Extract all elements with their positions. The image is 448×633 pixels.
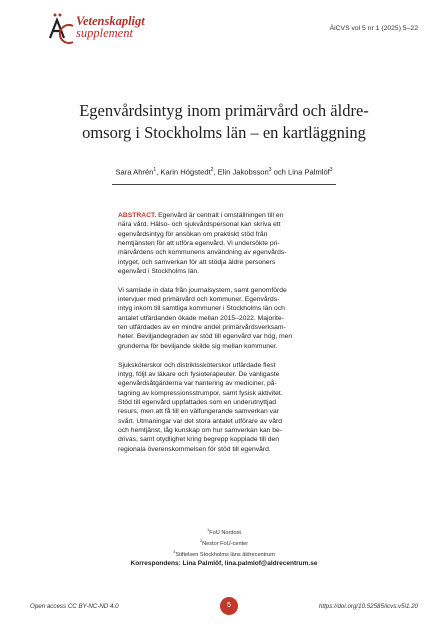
affiliation-number: 1 <box>207 527 210 532</box>
text-line: svårt. Utmaningar var det stora antalet utförare av vård <box>118 417 282 425</box>
text-line: heter. Beviljandegraden av stöd till egenvård var hög, men <box>118 333 293 341</box>
text-line: resurs, men att få till en välfungerande samverkan var <box>118 408 279 416</box>
text-line: intyg, följt av läkare och fysioterapeuter. De vanligaste <box>118 370 280 378</box>
logo-line1: Vetenskapligt <box>76 14 145 28</box>
abstract-label: ABSTRACT. <box>118 212 157 219</box>
affiliation-name: Nestor FoU-center <box>202 540 249 547</box>
text-line: tagning av kompressionsstrumpor, samt fysisk aktivitet. <box>118 389 283 397</box>
author-affiliation-mark: 3 <box>268 167 272 173</box>
text-line: egenvård i Stockholms län. <box>118 268 200 276</box>
text-line: intyg inkom till samtliga kommuner i Stockholms län och <box>118 305 285 313</box>
text-line: grunderna för beviljande skilde sig mellan kommuner. <box>118 342 278 350</box>
text-line: drivas, samt otydlighet kring begrepp kopplade till den <box>118 436 279 444</box>
journal-reference: ÄiCVS vol 5 nr 1 (2025) 5–22 <box>329 25 418 32</box>
text-line: egenvårdsåtgärderna var hantering av mediciner, på- <box>118 380 277 388</box>
text-line: Vi samlade in data från journalsystem, samt genomförde <box>118 286 287 294</box>
author-separator: , <box>156 167 161 177</box>
affiliation-number: 3 <box>173 548 176 554</box>
text-line: och hemtjänst, låg kunskap om hur samverkan kan be- <box>118 426 282 434</box>
affiliation <box>0 526 448 537</box>
affiliation <box>0 537 448 548</box>
text-line: ten utfärdades av en mindre andel primärvårdsverksam- <box>118 324 286 332</box>
text-line: Sjuksköterskor och distriktssköterskor utfärdade flest <box>118 361 276 369</box>
correspondence: Korrespondens: Lina Palmlöf, lina.palmlof@aldrecentrum.se <box>130 560 318 567</box>
affiliation <box>0 548 448 559</box>
affiliation-number: 2 <box>199 537 203 543</box>
abstract-paragraph-2 <box>118 286 334 351</box>
affiliation-name: FoU Nordost <box>209 529 241 536</box>
article-title <box>40 100 408 144</box>
logo-line2: supplement <box>76 26 133 40</box>
abstract-paragraph-3 <box>118 361 334 454</box>
license-text: Open access CC BY-NC-ND 4.0 <box>30 603 119 610</box>
affiliation-name: Stiftelsen Stockholms läns äldrecentrum <box>175 551 275 558</box>
author-separator: , <box>213 167 218 177</box>
author: Karin Högstedt <box>160 167 211 177</box>
abstract-paragraph-1 <box>118 211 334 276</box>
text-line: intervjuer med primärvård och kommuner. Egenvårds- <box>118 296 280 304</box>
title-line2: omsorg i Stockholms län – en kartläggning <box>82 123 366 142</box>
page-number-badge: 5 <box>220 597 238 615</box>
author-affiliation-mark: 1 <box>153 167 157 173</box>
text-line: hemtjänsten för att utföra egenvård. Vi undersökte pri- <box>118 240 280 248</box>
text-line: egenvårdsintyg för ansökan om praktiskt stöd från <box>118 230 268 238</box>
author-affiliation-mark: 3 <box>329 167 333 173</box>
doi-link[interactable]: https://doi.org/10.52585/icvs.v5i1.20 <box>318 603 418 610</box>
author-separator: och <box>271 167 288 177</box>
text-line: märvårdens och kommunens användning av egenvårds- <box>118 249 287 257</box>
author: Elin Jakobsson <box>217 167 269 177</box>
affiliations <box>0 526 448 559</box>
text-line: nära vård. Hälso- och sjukvårdspersonal kan skriva ett <box>118 221 281 229</box>
text-line: Stöd till egenvård uppfattades som en underutnyttjad <box>118 398 276 406</box>
title-line1: Egenvårdsintyg inom primärvård och äldre- <box>79 101 369 120</box>
text-line: regionala överenskommelsen för stöd till egenvård. <box>118 445 271 453</box>
author: Lina Palmlöf <box>288 167 330 177</box>
abstract <box>118 211 334 463</box>
author-affiliation-mark: 2 <box>210 167 214 173</box>
text-line: antalet utfärdanden ökade mellan 2015–2022. Majorite- <box>118 314 284 322</box>
text-line: Egenvård är centralt i omställningen till en <box>156 212 284 219</box>
text-line: intyget, och samverkan för att stödja äldre personers <box>118 258 276 266</box>
logo-text <box>76 15 145 39</box>
divider <box>112 184 336 185</box>
journal-logo <box>46 12 176 48</box>
author: Sara Ahrén <box>115 167 154 177</box>
aic-logo-mark-icon <box>46 12 76 48</box>
author-list <box>0 167 448 177</box>
